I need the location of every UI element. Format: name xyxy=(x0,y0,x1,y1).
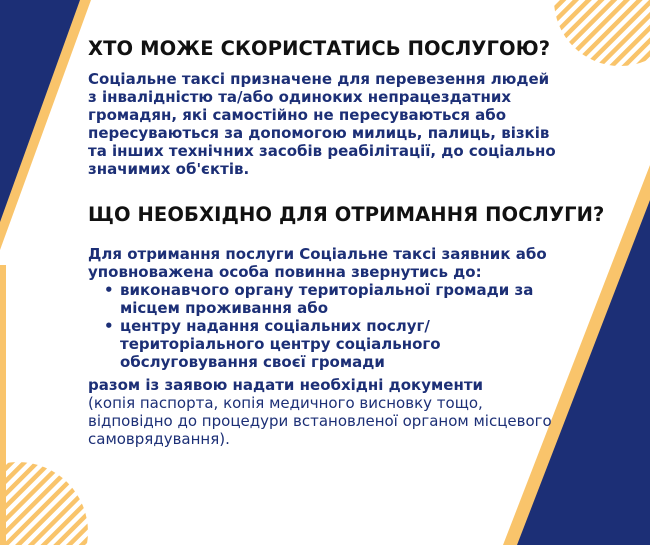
bullet-icon: • xyxy=(104,281,114,299)
list-item-text: виконавчого органу територіальної громади за місцем проживання або xyxy=(120,281,534,317)
list-item xyxy=(98,317,558,371)
documents-note: (копія паспорта, копія медичного висновку тощо, відповідно до процедури встановленої органом місцевого самоврядування). xyxy=(88,394,552,448)
list-item xyxy=(98,281,558,317)
bullet-icon: • xyxy=(104,317,114,335)
list-item-text: центру надання соціальних послуг/ територіального центру соціального обслуговування своєї громади xyxy=(120,317,441,371)
section-title-who: ХТО МОЖЕ СКОРИСТАТИСЬ ПОСЛУГОЮ? xyxy=(88,37,551,60)
eligibility-text: Соціальне таксі призначене для перевезення людей з інвалідністю та/або одиноких непрацездатних громадян, які самостійно не пересуваються або пересуваються за допомогою милиць, палиць, візків та інших технічних засобів реабілітації, до соціально значимих об'єктів. xyxy=(88,70,556,178)
application-intro: Для отримання послуги Соціальне таксі заявник або уповноважена особа повинна звернутись до: xyxy=(88,245,547,281)
contact-list xyxy=(98,281,558,371)
section-title-what: ЩО НЕОБХІДНО ДЛЯ ОТРИМАННЯ ПОСЛУГИ? xyxy=(88,203,605,226)
documents-text: разом із заявою надати необхідні документи xyxy=(88,376,484,394)
